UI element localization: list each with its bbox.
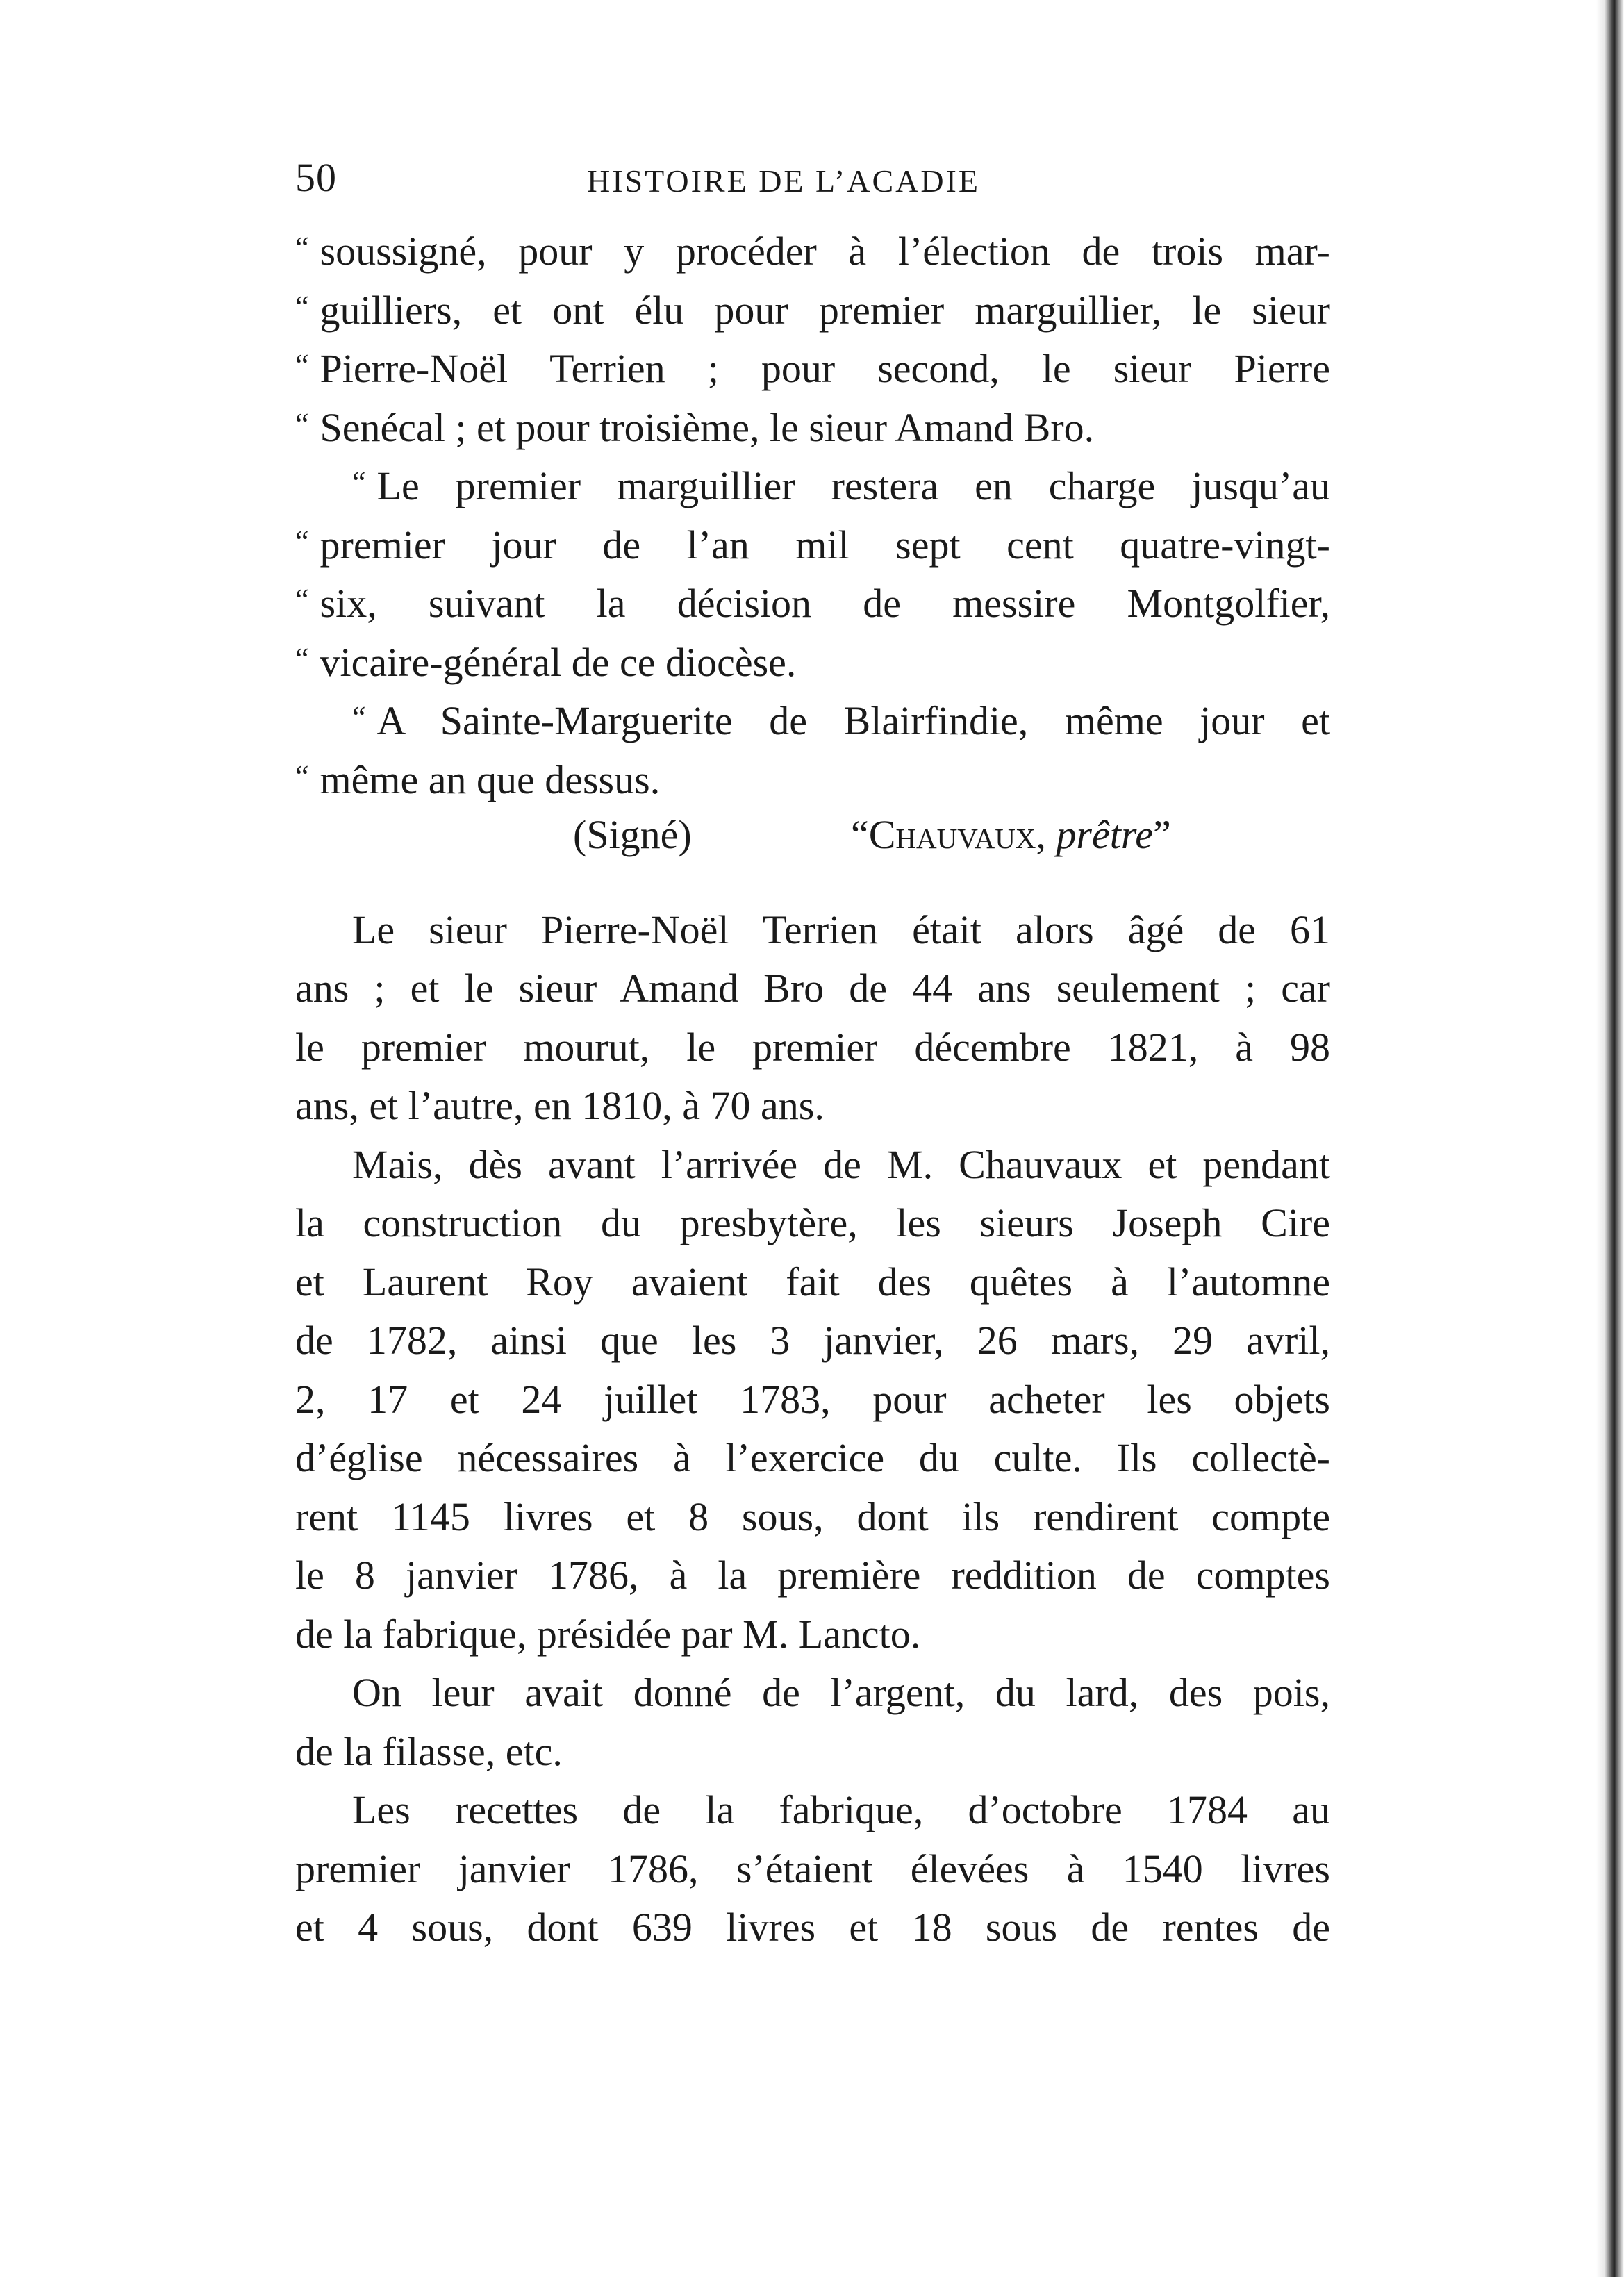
- paragraph-line: d’église nécessaires à l’exercice du culte. Ils collectè-: [295, 1435, 1330, 1480]
- quoted-line: “ soussigné, pour y procéder à l’élection de trois mar-: [295, 229, 1330, 274]
- quote-mark: “: [295, 759, 309, 793]
- paragraph-line: de la filasse, etc.: [295, 1728, 563, 1774]
- paragraph-line: et Laurent Roy avaient fait des quêtes à l’automne: [295, 1259, 1330, 1305]
- quote-mark: “: [295, 231, 309, 265]
- paragraph-line: Les recettes de la fabrique, d’octobre 1784 au: [352, 1787, 1330, 1832]
- paragraph-line: Le sieur Pierre-Noël Terrien était alors âgé de 61: [352, 906, 1330, 952]
- paragraph-line: premier janvier 1786, s’étaient élevées à 1540 livres: [295, 1846, 1330, 1891]
- quote-mark: “: [352, 700, 366, 734]
- quoted-line: “ A Sainte-Marguerite de Blairfindie, même jour et: [352, 698, 1330, 743]
- quoted-line: “ six, suivant la décision de messire Montgolfier,: [295, 581, 1330, 626]
- quote-mark: “: [295, 641, 309, 676]
- quoted-line: “ Pierre-Noël Terrien ; pour second, le sieur Pierre: [295, 346, 1330, 391]
- paragraph-line: le 8 janvier 1786, à la première reddition de comptes: [295, 1553, 1330, 1598]
- quoted-line: “ Le premier marguillier restera en charge jusqu’au: [352, 463, 1330, 508]
- paragraph-line: ans, et l’autre, en 1810, à 70 ans.: [295, 1083, 825, 1128]
- body-text: [295, 219, 1330, 1957]
- quoted-line: “ Senécal ; et pour troisième, le sieur Amand Bro.: [295, 404, 1095, 450]
- quote-mark: “: [295, 289, 309, 324]
- quote-mark: “: [295, 583, 309, 617]
- page-binding-edge: [1596, 0, 1624, 2277]
- running-title: HISTOIRE DE L’ACADIE: [587, 163, 980, 199]
- paragraph-line: ans ; et le sieur Amand Bro de 44 ans seulement ; car: [295, 966, 1330, 1011]
- paragraph-line: de la fabrique, présidée par M. Lancto.: [295, 1611, 921, 1657]
- signature-line: [295, 806, 1330, 865]
- paragraph-line: et 4 sous, dont 639 livres et 18 sous de rentes de: [295, 1905, 1330, 1950]
- paragraph-line: le premier mourut, le premier décembre 1821, à 98: [295, 1024, 1330, 1070]
- quoted-line: “ guilliers, et ont élu pour premier marguillier, le sieur: [295, 287, 1330, 333]
- quoted-line: “ même an que dessus.: [295, 756, 661, 802]
- quote-mark: “: [295, 348, 309, 382]
- page-number: 50: [295, 155, 337, 200]
- page-header: [295, 154, 1330, 210]
- paragraph-line: 2, 17 et 24 juillet 1783, pour acheter les objets: [295, 1376, 1330, 1422]
- quote-mark: “: [295, 406, 309, 441]
- paragraph-line: de 1782, ainsi que les 3 janvier, 26 mars, 29 avril,: [295, 1318, 1330, 1363]
- paragraph-gap: [295, 865, 1330, 901]
- quoted-line: “ vicaire-général de ce diocèse.: [295, 639, 797, 685]
- paragraph-line: Mais, dès avant l’arrivée de M. Chauvaux et pendant: [352, 1141, 1330, 1187]
- paragraph-line: rent 1145 livres et 8 sous, dont ils rendirent compte: [295, 1493, 1330, 1539]
- quoted-line: “ premier jour de l’an mil sept cent quatre-vingt-: [295, 522, 1330, 568]
- signature-label: (Signé): [573, 812, 692, 857]
- paragraph-line: On leur avait donné de l’argent, du lard, des pois,: [352, 1670, 1330, 1715]
- quote-mark: “: [295, 524, 309, 558]
- paragraph-line: la construction du presbytère, les sieurs Joseph Cire: [295, 1200, 1330, 1245]
- signature-name: “Chauvaux, prêtre”: [851, 812, 1171, 857]
- quote-mark: “: [352, 465, 366, 499]
